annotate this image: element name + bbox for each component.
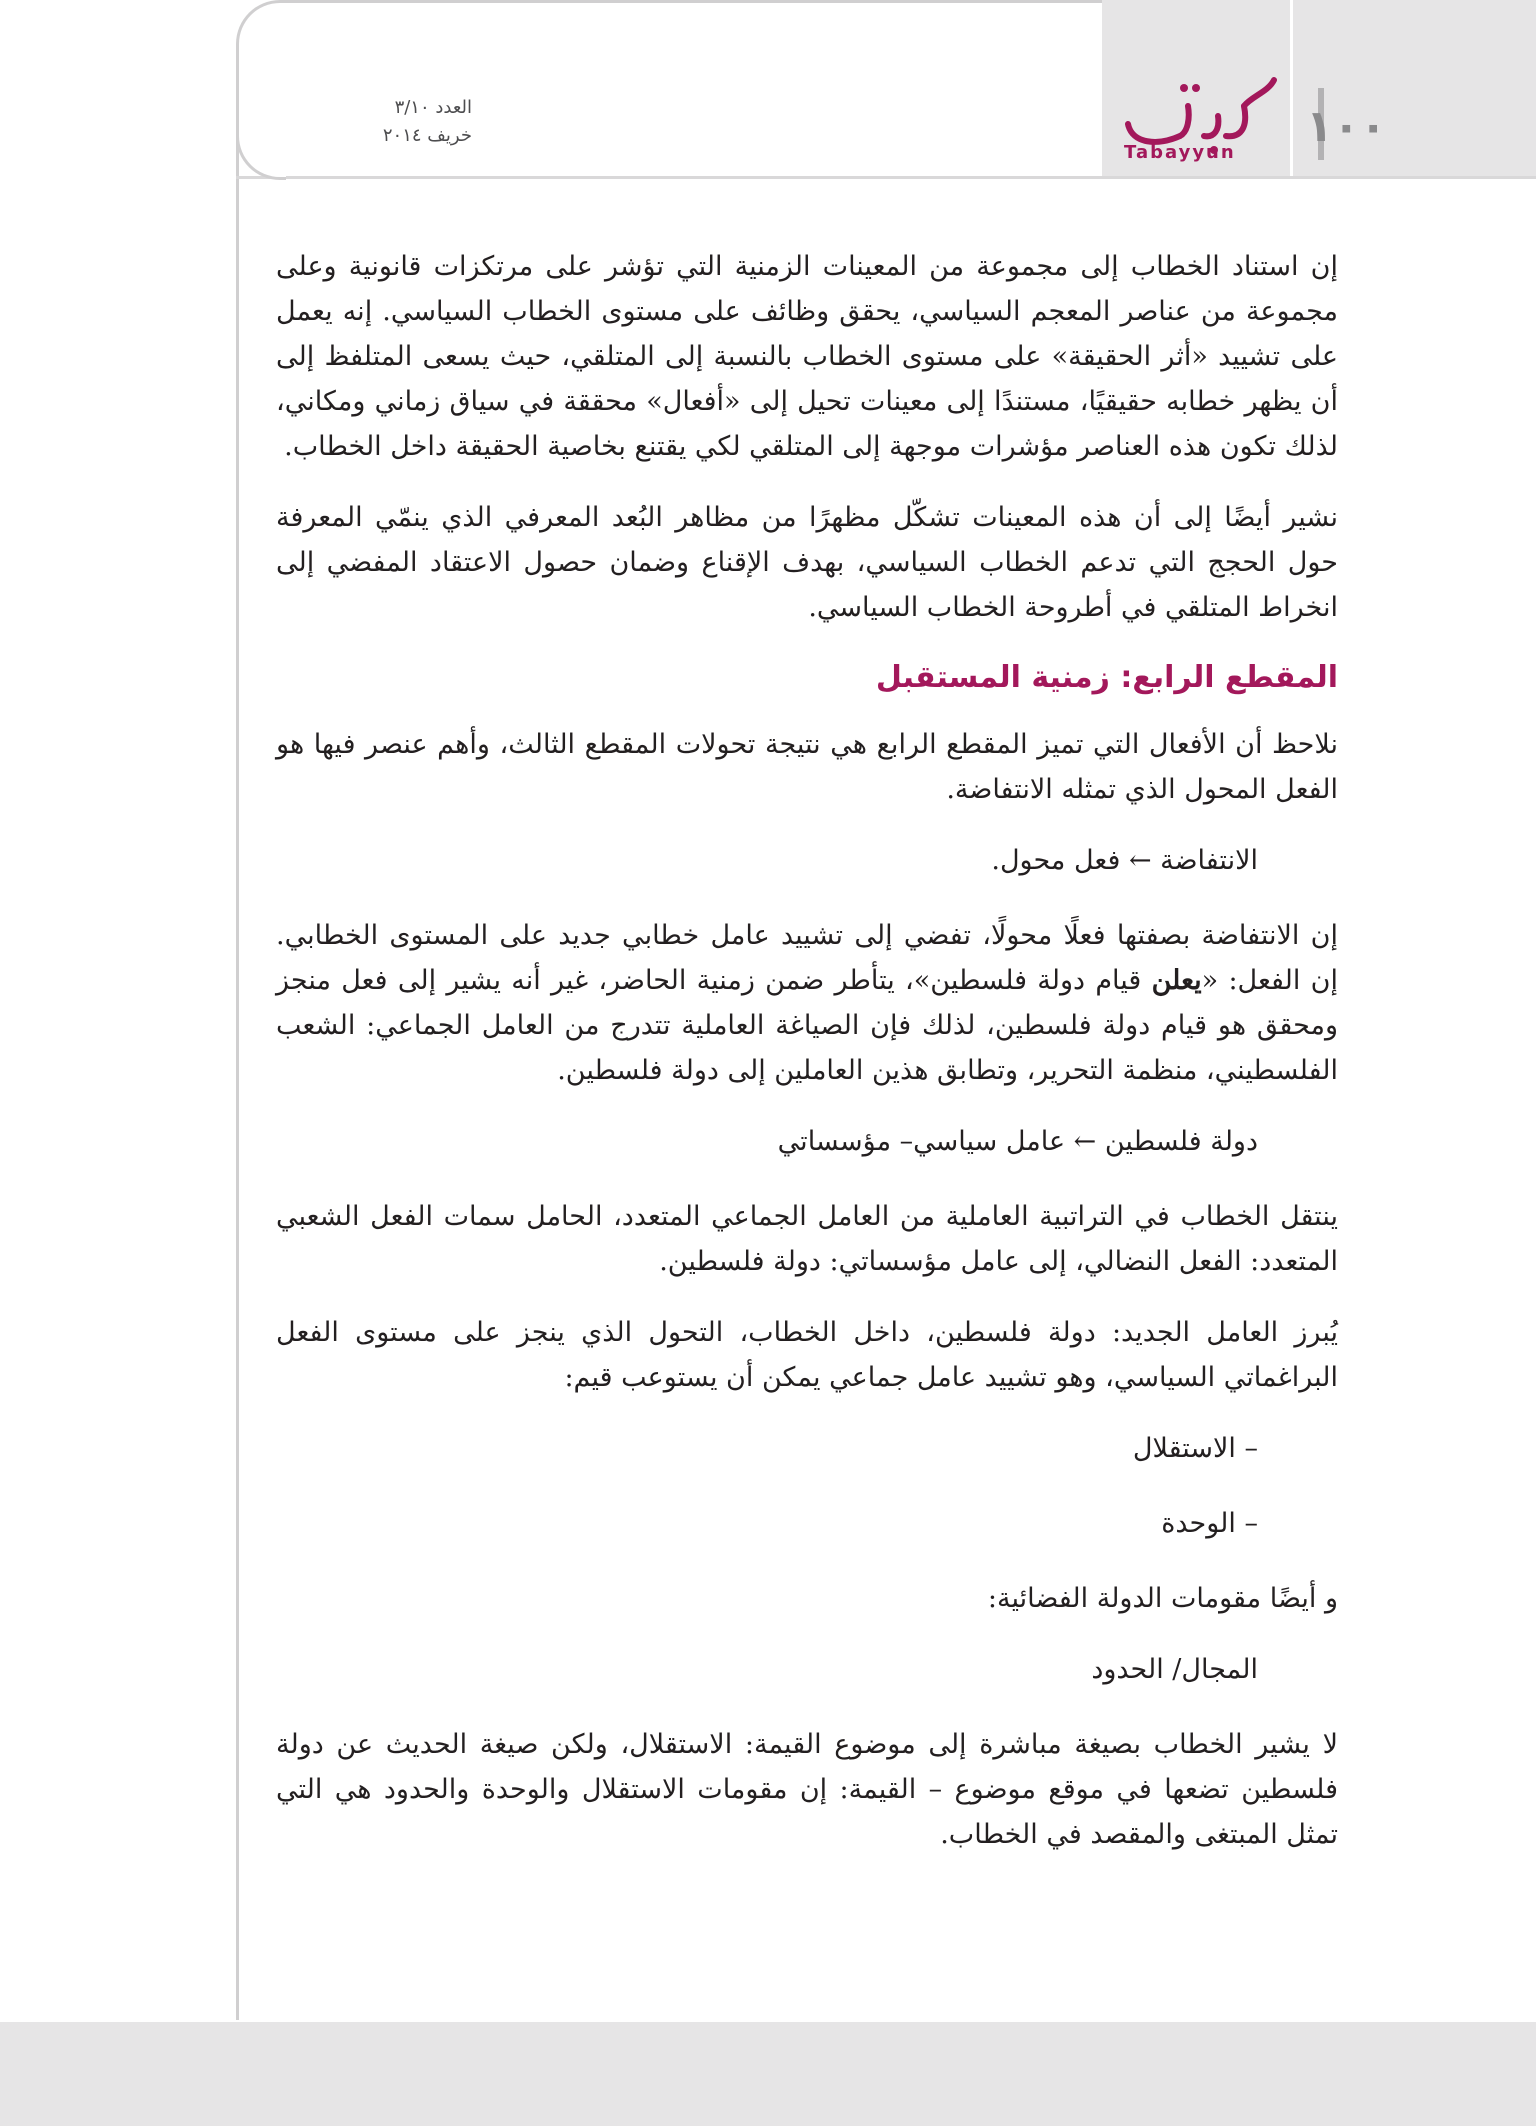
paragraph-6: يُبرز العامل الجديد: دولة فلسطين، داخل الخطاب، التحول الذي ينجز على مستوى الفعل البراغماتي السياسي، وهو تشييد عامل جماعي يمكن أن يستوعب قيم: bbox=[276, 1317, 1338, 1393]
formula-uprising: الانتفاضة ← فعل محول. bbox=[991, 845, 1258, 876]
issue-number: العدد ٣/١٠ bbox=[394, 97, 472, 118]
list-item-independence: – الاستقلال bbox=[1132, 1433, 1258, 1464]
footer-band bbox=[0, 2022, 1536, 2126]
formula-palestine-state: دولة فلسطين ← عامل سياسي– مؤسساتي bbox=[777, 1126, 1258, 1157]
paragraph-2: نشير أيضًا إلى أن هذه المعينات تشكّل مظهرًا من مظاهر البُعد المعرفي الذي ينمّي المعرفة حول الحجج التي تدعم الخطاب السياسي، بهدف الإقناع وضمان حصول الاعتقاد المفضي إلى انخراط المتلقي في أطروحة الخطاب السياسي. bbox=[276, 502, 1338, 623]
header-rule bbox=[236, 176, 1536, 179]
paragraph-4-start: إن الانتفاضة بصفتها فعلًا محولًا، تفضي إلى تشييد عامل خطابي جديد على المستوى الخطابي. إن الفعل: « bbox=[276, 920, 1338, 996]
list-item-unity: – الوحدة bbox=[1161, 1508, 1258, 1539]
paragraph-3: نلاحظ أن الأفعال التي تميز المقطع الرابع هي نتيجة تحولات المقطع الثالث، وأهم عنصر فيها هو الفعل المحول الذي تمثله الانتفاضة. bbox=[276, 729, 1338, 805]
paragraph-1: إن استناد الخطاب إلى مجموعة من المعينات الزمنية التي تؤشر على مرتكزات قانونية وعلى مجموعة من عناصر المعجم السياسي، يحقق وظائف على مستوى الخطاب السياسي. إنه يعمل على تشييد «أثر الحقيقة» على مستوى الخطاب بالنسبة إلى المتلقي، حيث يسعى المتلفظ إلى أن يظهر خطابه حقيقيًا، مستندًا إلى معينات تحيل إلى «أفعال» محققة في سياق زماني ومكاني، لذلك تكون هذه العناصر مؤشرات موجهة إلى المتلقي لكي يقتنع بخاصية الحقيقة داخل الخطاب. bbox=[276, 251, 1338, 462]
paragraph-8: لا يشير الخطاب بصيغة مباشرة إلى موضوع القيمة: الاستقلال، ولكن صيغة الحديث عن دولة فلسطين تضعها في موقع موضوع – القيمة: إن مقومات الاستقلال والوحدة والحدود هي التي تمثل المبتغى والمقصد في الخطاب. bbox=[276, 1729, 1338, 1850]
section-heading: المقطع الرابع: زمنية المستقبل bbox=[875, 660, 1338, 695]
issue-season: خريف ٢٠١٤ bbox=[382, 125, 472, 146]
article-body bbox=[276, 244, 1338, 1883]
paragraph-4-emphasis: يعلن bbox=[1151, 965, 1202, 996]
paragraph-7: و أيضًا مقومات الدولة الفضائية: bbox=[987, 1583, 1338, 1614]
issue-info bbox=[272, 94, 472, 150]
list-item-territory: المجال/ الحدود bbox=[1091, 1654, 1258, 1685]
page-number: ١٠٠ bbox=[1306, 100, 1387, 152]
header-divider bbox=[1290, 0, 1293, 176]
paragraph-4-end: قيام دولة فلسطين»، يتأطر ضمن زمنية الحاضر، غير أنه يشير إلى فعل منجز ومحقق هو قيام دولة فلسطين، لذلك فإن الصياغة العاملية تتدرج من العامل الجماعي: الشعب الفلسطيني، منظمة التحرير، وتطابق هذين العاملين إلى دولة فلسطين. bbox=[276, 965, 1338, 1086]
paragraph-4 bbox=[276, 913, 1338, 1093]
logo-latin-text: Tabayyun bbox=[1124, 142, 1236, 163]
paragraph-5: ينتقل الخطاب في التراتبية العاملية من العامل الجماعي المتعدد، الحامل سمات الفعل الشعبي المتعدد: الفعل النضالي، إلى عامل مؤسساتي: دولة فلسطين. bbox=[276, 1201, 1338, 1277]
